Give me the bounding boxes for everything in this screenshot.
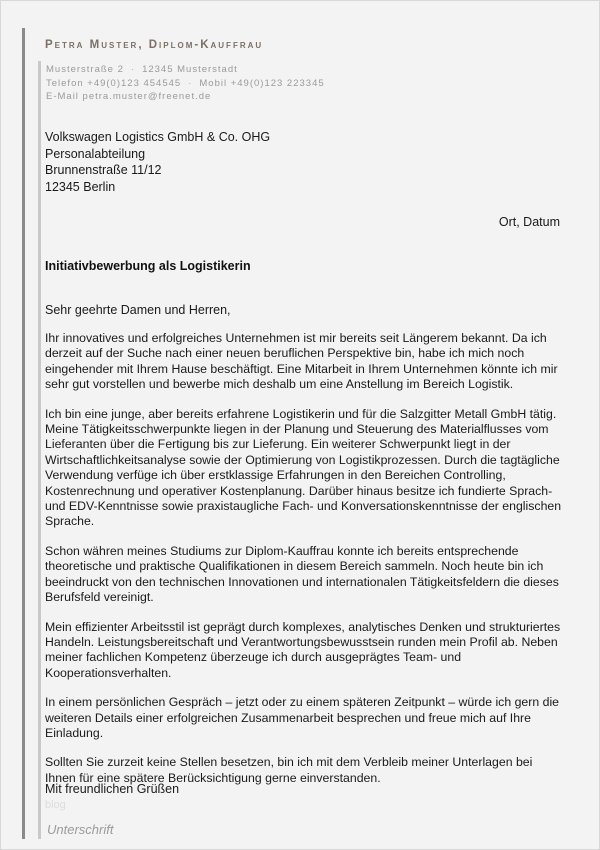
recipient-line: Personalabteilung xyxy=(45,146,146,161)
recipient-line: Volkswagen Logistics GmbH & Co. OHG xyxy=(45,130,271,144)
recipient-address-block xyxy=(45,129,270,195)
body-paragraph: Schon währen meines Studiums zur Diplom-Kauffrau konnte ich bereits entsprechende theoretische und praktische Qualifikationen in diesem Bereich sammeln. Noch heute bin ich beeindruckt von den technischen Innovationen und internationalen Tätigkeitsfeldern die dieses Berufsfeld vereinigt. xyxy=(45,543,559,605)
body-paragraph: Ich bin eine junge, aber bereits erfahrene Logistikerin und für die Salzgitter Metall GmbH tätig. Meine Tätigkeitsschwerpunkte liegen in der Planung und Steuerung des Materialflusses vom Lieferanten über die Fertigung bis zur Lieferung. Ein weiterer Schwerpunkt liegt in der Wirtschaftlichkeitsanalyse sowie der Optimierung von Logistikprozessen. Durch die tagtägliche Verwendung verfüge ich über erstklassige Erfahrungen in den Bereichen Controlling, Kostenrechnung und operativer Kostenplanung. Darüber hinaus besitze ich fundierte Sprach- und EDV-Kenntnisse sowie praxistaugliche Fach- und Konversationskenntnisse der englischen Sprache. xyxy=(45,406,562,529)
sender-email: E-Mail petra.muster@freenet.de xyxy=(46,91,212,102)
body-paragraph: Ihr innovatives und erfolgreiches Unternehmen ist mir bereits seit Längerem bekannt. Da ich derzeit auf der Suche nach einer neuen beruflichen Perspektive bin, habe ich mich noch eingehender mit Ihrem Hause beschäftigt. Eine Mitarbeit in Ihrem Unternehmen könnte ich mir sehr gut vorstellen und bewerbe mich deshalb um eine Anstellung im Bereich Logistik. xyxy=(45,331,558,392)
closing-greeting: Mit freundlichen Grüßen xyxy=(45,782,180,796)
sender-phone-line xyxy=(46,77,325,91)
letter-content xyxy=(45,1,569,850)
sender-city: 12345 Musterstadt xyxy=(142,64,238,75)
body-paragraph: Mein effizienter Arbeitsstil ist geprägt durch komplexes, analytisches Denken und strukturiertes Handeln. Leistungsbereitschaft und Verantwortungsbewusstsein runden mein Profil ab. Neben meiner fachlichen Kompetenz überzeuge ich durch ausgeprägtes Team- und Kooperationsverhalten. xyxy=(45,619,561,680)
separator-dot: · xyxy=(188,77,193,89)
secondary-accent-rule xyxy=(38,61,41,839)
sender-contact-block xyxy=(46,63,325,104)
sender-address-line xyxy=(46,63,325,77)
sender-phone: Telefon +49(0)123 454545 xyxy=(46,77,182,89)
left-accent-rule xyxy=(22,28,25,839)
sender-name: Petra Muster, Diplom-Kauffrau xyxy=(45,39,264,51)
recipient-line: Brunnenstraße 11/12 xyxy=(45,163,162,177)
subject-line: Initiativbewerbung als Logistikerin xyxy=(45,259,251,273)
sender-street: Musterstraße 2 xyxy=(46,64,124,75)
letter-body xyxy=(45,331,564,800)
separator-dot: · xyxy=(130,64,136,75)
place-and-date: Ort, Datum xyxy=(498,215,560,229)
sender-mobile: Mobil +49(0)123 223345 xyxy=(199,77,325,89)
body-paragraph: In einem persönlichen Gespräch – jetzt oder zu einem späteren Zeitpunkt – würde ich gern die weiteren Details einer erfolgreichen Zusammenarbeit besprechen und freue mich auf Ihre Einladung. xyxy=(45,695,560,740)
salutation: Sehr geehrte Damen und Herren, xyxy=(45,303,231,317)
signature-placeholder: Unterschrift xyxy=(47,822,114,837)
blog-watermark: blog xyxy=(45,799,66,811)
body-paragraph: Sollten Sie zurzeit keine Stellen besetzen, bin ich mit dem Verbleib meiner Unterlagen bei Ihnen für eine spätere Berücksichtigung gerne einverstanden. xyxy=(45,755,533,785)
recipient-line: 12345 Berlin xyxy=(45,179,116,194)
